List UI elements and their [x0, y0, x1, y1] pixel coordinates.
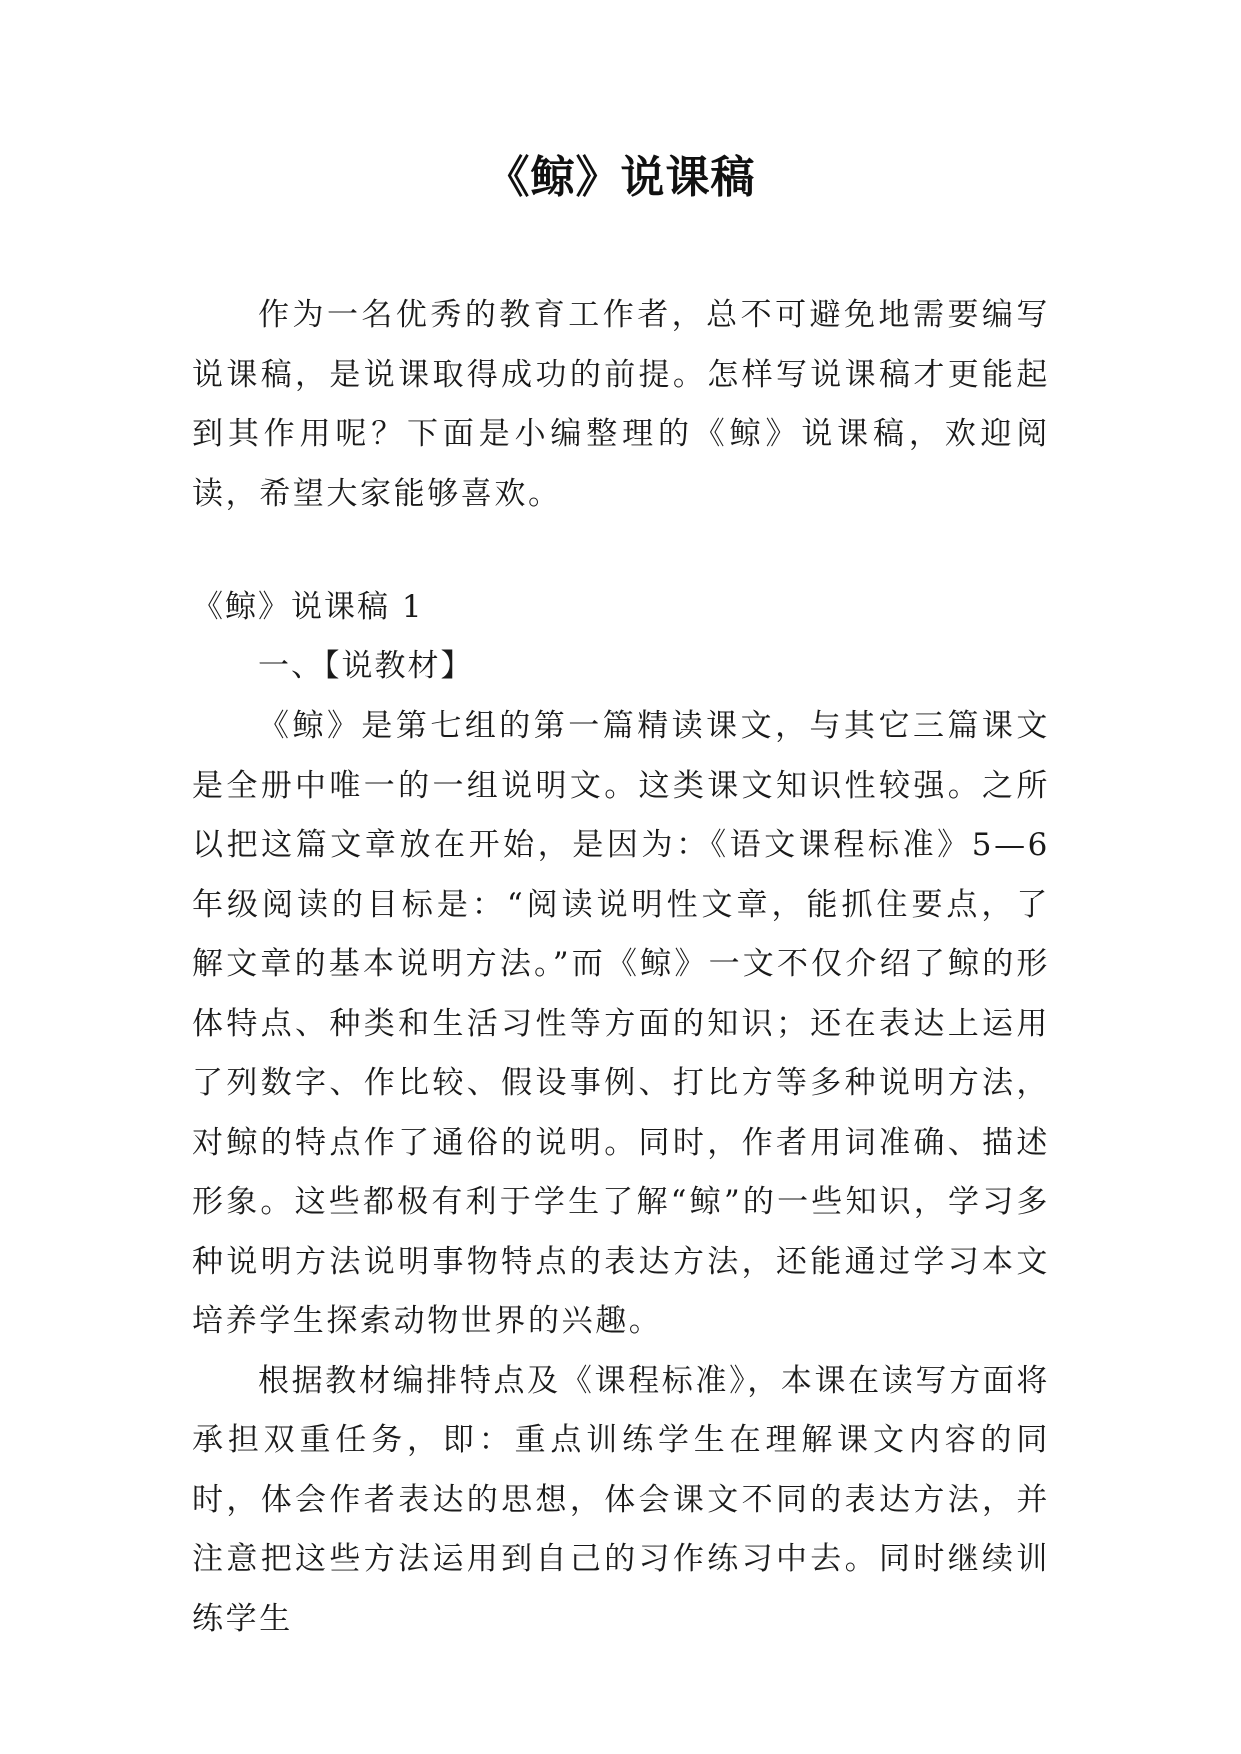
section-label: 《鲸》说课稿 1	[192, 589, 424, 625]
intro-paragraph: 作为一名优秀的教育工作者，总不可避免地需要编写说课稿，是说课取得成功的前提。怎样写说课稿才更能起到其作用呢？下面是小编整理的《鲸》说课稿，欢迎阅读，希望大家能够喜欢。	[192, 297, 1050, 512]
intro-paragraph-block	[192, 286, 1050, 524]
document-title: 《鲸》说课稿	[485, 152, 756, 203]
content-block	[192, 697, 1050, 1649]
section-heading: 一、【说教材】	[258, 648, 474, 684]
content-paragraph-1: 《鲸》是第七组的第一篇精读课文，与其它三篇课文是全册中唯一的一组说明文。这类课文知识性较强。之所以把这篇文章放在开始，是因为：《语文课程标准》5—6 年级阅读的目标是：“阅读说明性文章，能抓住要点，了解文章的基本说明方法。”而《鲸》一文不仅介绍了鲸的形体特点、种类和生活习性等方面的知识；还在表达上运用了列数字、作比较、假设事例、打比方等多种说明方法，对鲸的特点作了通俗的说明。同时，作者用词准确、描述形象。这些都极有利于学生了解“鲸”的一些知识，学习多种说明方法说明事物特点的表达方法，还能通过学习本文培养学生探索动物世界的兴趣。	[192, 708, 1050, 1339]
content-paragraph-2: 根据教材编排特点及《课程标准》，本课在读写方面将承担双重任务，即：重点训练学生在理解课文内容的同时，体会作者表达的思想，体会课文不同的表达方法，并注意把这些方法运用到自己的习作练习中去。同时继续训练学生	[192, 1362, 1050, 1637]
